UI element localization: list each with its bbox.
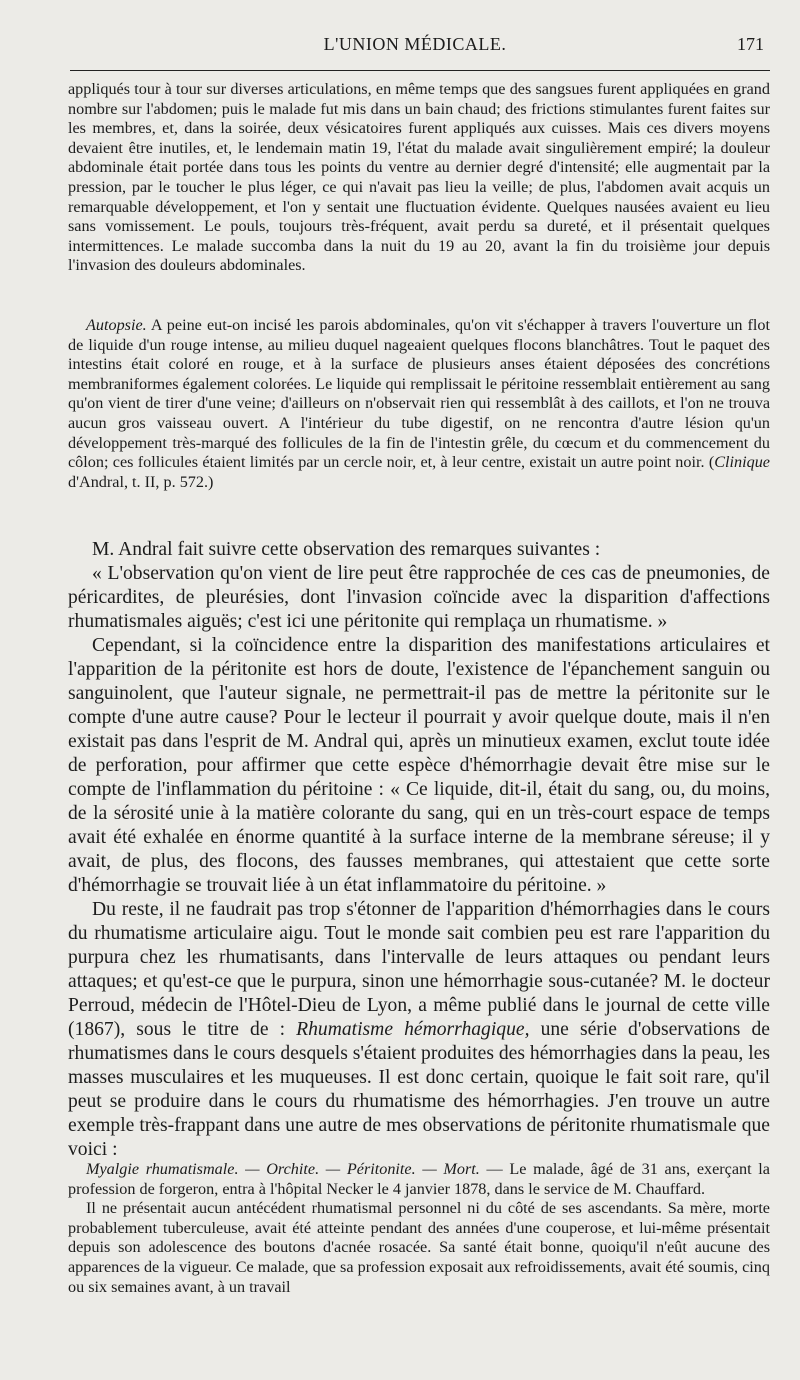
paragraph-discussion: Cependant, si la coïncidence entre la disparition des manifestations articulaires et l'apparition de la péritonite est hors de doute, l'existence de l'épanchement sanguin ou sanguinolent, que l'auteur signale, ne permettrait-il pas de mettre la péritonite sur le compte d'une autre cause? Pour le lecteur il pourrait y avoir quelque doute, mais il n'en existait pas dans l'esprit de M. Andral qui, après un minutieux examen, exclut toute idée de perforation, pour affirmer que cette espèce d'hémorrhagie devait être mise sur le compte de l'inflammation du péritoine : « Ce liquide, dit-il, était du sang, ou, du moins, de la sérosité unie à la matière colorante du sang, qui en un très-court espace de temps avait été exhalée en énorme quantité à la surface interne de la membrane séreuse; il y avait, de plus, des flocons, des fausses membranes, qui attestaient que cette sorte d'hémorrhagie se trouvait liée à un état inflammatoire du péritoine. » (68, 635, 770, 896)
paragraph-case-course: appliqués tour à tour sur diverses articulations, en même temps que des sangsues furent appliquées en grand nombre sur l'abdomen; puis le malade fut mis dans un bain chaud; des frictions stimulantes furent faites sur les membres, et, dans la soirée, deux vésicatoires furent appliqués aux cuisses. Mais ces divers moyens devaient être inutiles, et, le lendemain matin 19, l'état du malade avait singulièrement empiré; la douleur abdominale était portée dans tous les points du ventre au dernier degré d'intensité; elle augmentait par la pression, par le toucher le plus léger, ce qui n'avait pas lieu la veille; de plus, l'abdomen avait acquis un remarquable développement, et l'on y sentait une fluctuation évidente. Quelques nausées avaient eu lieu sans vomissement. Le pouls, toujours très-fréquent, avait perdu sa dureté, et il présentait quelques intermittences. Le malade succomba dans la nuit du 19 au 20, avant la fin du troisième jour depuis l'invasion des douleurs abdominales. (68, 80, 770, 275)
header-rule (70, 70, 770, 71)
hemorrhage-text-b: une série d'observations de rhumatismes dans le cours desquels s'étaient produites des hémorrhagies dans la peau, les masses musculaires et les muqueuses. Il est donc certain, quoique le fait soit rare, qu'il peut se produire dans le cours du rhumatisme des hémorrhagies. J'en trouve un autre exemple très-frappant dans une autre de mes observations de péritonite rhumatismale que voici : (68, 1019, 770, 1160)
citation-title: Clinique (714, 453, 770, 472)
paragraph-andral-quote: « L'observation qu'on vient de lire peut être rapprochée de ces cas de pneumonies, de péricardites, de pleurésies, dont l'invasion coïncide avec la disparition d'affections rhumatismales aiguës; c'est ici une péritonite qui remplaça un rhumatisme. » (68, 563, 770, 632)
autopsy-text: A peine eut-on incisé les parois abdominales, qu'on vit s'échapper à travers l'ouverture un flot de liquide d'un rouge intense, au milieu duquel nageaient quelques flocons blanchâtres. Tout le paquet des intestins était coloré en rouge, et à la surface de plusieurs anses étaient déposées des concrétions membraniformes également colorées. Le liquide qui remplissait le péritoine ressemblait entièrement au sang qu'on vient de tirer d'une veine; d'ailleurs on n'observait rien qui ressemblât à des caillots, et l'on ne trouva aucun gros vaisseau ouvert. A l'intérieur du tube digestif, on ne rencontra d'autre lésion qu'un développement très-marqué des follicules de la fin de l'intestin grêle, du cœcum et du commencement du côlon; ces follicules étaient limités par un cercle noir, et, à leur centre, existait un autre point noir. ( (68, 316, 770, 472)
paragraph-andral-intro: M. Andral fait suivre cette observation des remarques suivantes : (92, 539, 601, 560)
observation-section (68, 1160, 770, 1297)
perroud-title: Rhumatisme hémorrhagique, (296, 1019, 530, 1040)
paragraph-autopsy (68, 316, 770, 492)
commentary-section (68, 538, 770, 1162)
observation-heading: Myalgie rhumatismale. — Orchite. — Péritonite. — Mort. (86, 1160, 480, 1178)
paragraph-hemorrhage (68, 898, 770, 1162)
paragraph-observation-title (68, 1160, 770, 1199)
page-header (60, 34, 770, 60)
citation-rest: d'Andral, t. II, p. 572.) (68, 472, 214, 491)
page-number: 171 (737, 34, 764, 54)
autopsy-section (68, 316, 770, 492)
autopsy-heading: Autopsie. (86, 316, 147, 334)
hemorrhage-text-a: Du reste, il ne faudrait pas trop s'étonner de l'apparition d'hémorrhagies dans le cours du rhumatisme articulaire aigu. Tout le monde sait combien peu est rare l'apparition du purpura chez les rhumatisants, dans l'intervalle de leurs attaques ou pendant leurs attaques; et qu'est-ce que le purpura, sinon une hémorrhagie sous-cutanée? M. le docteur Perroud, médecin de l'Hôtel-Dieu de Lyon, a même publié dans le journal de cette ville (1867), sous le titre de : (68, 899, 770, 1040)
paragraph-antecedents: Il ne présentait aucun antécédent rhumatismal personnel ni du côté de ses ascendants. Sa mère, morte probablement tuberculeuse, avait été atteinte pendant des années d'une couperose, et lui-même présentait depuis son adolescence des boutons d'acnée rosacée. Sa santé était bonne, quoiqu'il n'eût aucune des apparences de la vigueur. Ce malade, que sa profession exposait aux refroidissements, avait été soumis, cinq ou six semaines avant, à un travail (68, 1199, 770, 1296)
case-continuation (68, 80, 770, 276)
observation-intro: — Le malade, âgé de 31 ans, exerçant la profession de forgeron, entra à l'hôpital Necker le 4 janvier 1878, dans le service de M. Chauffard. (68, 1160, 770, 1198)
running-title: L'UNION MÉDICALE. (323, 34, 507, 54)
